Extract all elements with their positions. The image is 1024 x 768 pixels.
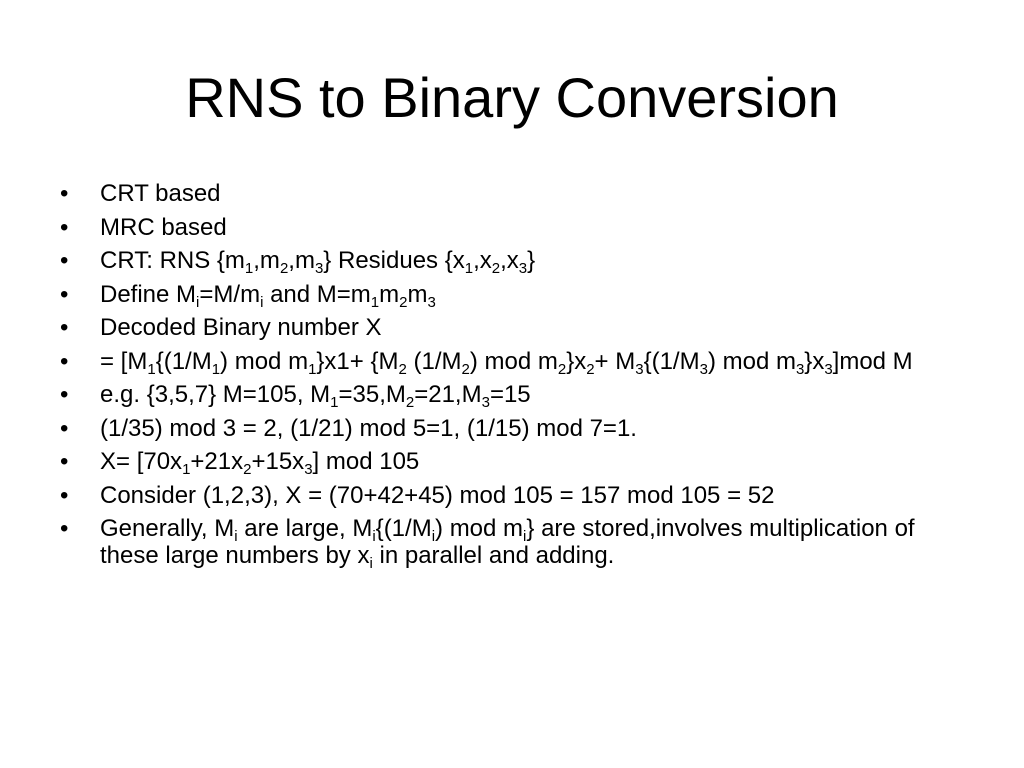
bullet-text: [100, 214, 227, 241]
bullet-marker: •: [60, 347, 69, 375]
bullet-marker: •: [60, 448, 69, 475]
text-run: ] mod 105: [312, 448, 420, 475]
subscript: 1: [182, 461, 191, 478]
subscript: i: [234, 528, 238, 545]
text-run: are large, M: [237, 515, 373, 542]
text-run: Define M: [100, 280, 197, 308]
text-run: = [M: [100, 347, 148, 375]
bullet-list: [60, 180, 960, 576]
bullet-marker: •: [60, 481, 69, 509]
text-run: (1/M: [406, 347, 462, 375]
subscript: 2: [279, 260, 289, 277]
subscript: i: [369, 555, 373, 572]
text-run: MRC based: [100, 213, 227, 241]
subscript: 2: [557, 360, 567, 378]
text-run: =35,M: [338, 381, 406, 408]
text-run: and M=m: [263, 280, 371, 308]
text-run: }x1+ {M: [316, 347, 399, 375]
bullet-item: [60, 180, 960, 207]
bullet-item: [60, 515, 960, 572]
text-run: ,m: [288, 247, 315, 274]
subscript: 1: [244, 260, 254, 277]
text-run: e.g. {3,5,7} M=105, M: [100, 381, 331, 408]
bullet-marker: •: [60, 314, 69, 341]
subscript: 3: [518, 260, 528, 277]
text-run: X= [70x: [100, 448, 183, 475]
bullet-text: [100, 415, 637, 442]
text-run: m: [379, 280, 400, 308]
bullet-text: [100, 515, 915, 572]
text-run: +21x: [190, 448, 244, 475]
text-run: CRT: RNS {m: [100, 247, 245, 274]
bullet-marker: •: [60, 414, 69, 442]
text-run: ) mod m: [220, 347, 309, 375]
bullet-text: [100, 280, 436, 311]
text-run: Consider (1,2,3), X = (70+42+45) mod 105 = 157 mod 105 = 52: [100, 481, 775, 509]
text-run: ,x: [473, 247, 492, 274]
bullet-item: [60, 247, 960, 277]
subscript: 1: [370, 293, 380, 311]
subscript: 2: [586, 360, 595, 378]
text-run: + M: [594, 347, 636, 375]
bullet-item: [60, 415, 960, 442]
text-run: +15x: [251, 448, 305, 475]
subscript: 2: [398, 360, 407, 378]
text-run: ) mod m: [435, 515, 524, 542]
bullet-item: [60, 314, 960, 341]
subscript: 1: [464, 260, 474, 277]
subscript: 3: [635, 360, 644, 378]
subscript: 3: [427, 293, 436, 311]
text-run: }x: [566, 347, 587, 375]
text-run: {(1/M: [375, 515, 432, 542]
subscript: 1: [308, 360, 317, 378]
bullet-text: [100, 448, 420, 478]
bullet-marker: •: [60, 381, 69, 408]
bullet-text: [100, 347, 913, 378]
subscript: 3: [304, 461, 313, 478]
bullet-text: [100, 180, 221, 207]
bullet-item: [60, 347, 960, 378]
subscript: i: [431, 528, 436, 545]
bullet-marker: •: [60, 280, 69, 308]
text-run: Generally, M: [100, 515, 235, 542]
subscript: 3: [699, 360, 708, 378]
text-run: m: [407, 280, 428, 308]
bullet-marker: •: [60, 180, 69, 207]
bullet-text: [100, 314, 381, 341]
subscript: 2: [491, 260, 501, 277]
bullet-item: [60, 280, 960, 311]
bullet-item: [60, 381, 960, 411]
bullet-marker: •: [60, 515, 69, 542]
text-run: ]mod M: [832, 347, 913, 375]
text-run: {(1/M: [155, 347, 212, 375]
text-run: }: [527, 247, 536, 274]
text-run: Decoded Binary number X: [100, 314, 382, 341]
subscript: i: [196, 293, 200, 311]
text-run: {(1/M: [643, 347, 700, 375]
bullet-text: [100, 482, 774, 509]
text-run: =21,M: [414, 381, 482, 408]
subscript: 2: [399, 293, 408, 311]
bullet-marker: •: [60, 247, 69, 274]
subscript: i: [260, 293, 264, 311]
text-run: CRT based: [100, 180, 221, 207]
subscript: 2: [461, 360, 470, 378]
text-run: ) mod m: [707, 347, 796, 375]
subscript: 1: [330, 394, 339, 411]
bullet-text: [100, 381, 531, 411]
subscript: 2: [405, 394, 415, 411]
subscript: 3: [481, 394, 490, 411]
slide-title: RNS to Binary Conversion: [185, 66, 839, 129]
subscript: 3: [795, 360, 805, 378]
text-run: } are stored,involves multiplication of these large numbers by x: [100, 515, 915, 569]
text-run: ,x: [500, 247, 519, 274]
text-run: } Residues {x: [323, 247, 465, 274]
bullet-item: [60, 214, 960, 241]
subscript: 1: [147, 360, 156, 378]
text-run: ,m: [253, 247, 280, 274]
subscript: i: [372, 528, 376, 545]
subscript: i: [523, 528, 527, 545]
bullet-item: [60, 482, 960, 509]
bullet-item: [60, 448, 960, 478]
bullet-marker: •: [60, 213, 69, 241]
bullet-text: [100, 247, 536, 277]
text-run: }x: [804, 347, 825, 375]
subscript: 2: [243, 461, 252, 478]
subscript: 3: [314, 260, 324, 277]
subscript: 1: [211, 360, 221, 378]
text-run: in parallel and adding.: [372, 542, 615, 569]
text-run: =M/m: [199, 280, 261, 308]
text-run: ) mod m: [469, 347, 558, 375]
text-run: (1/35) mod 3 = 2, (1/21) mod 5=1, (1/15) mod 7=1.: [100, 414, 637, 442]
subscript: 3: [824, 360, 833, 378]
text-run: =15: [489, 381, 531, 408]
